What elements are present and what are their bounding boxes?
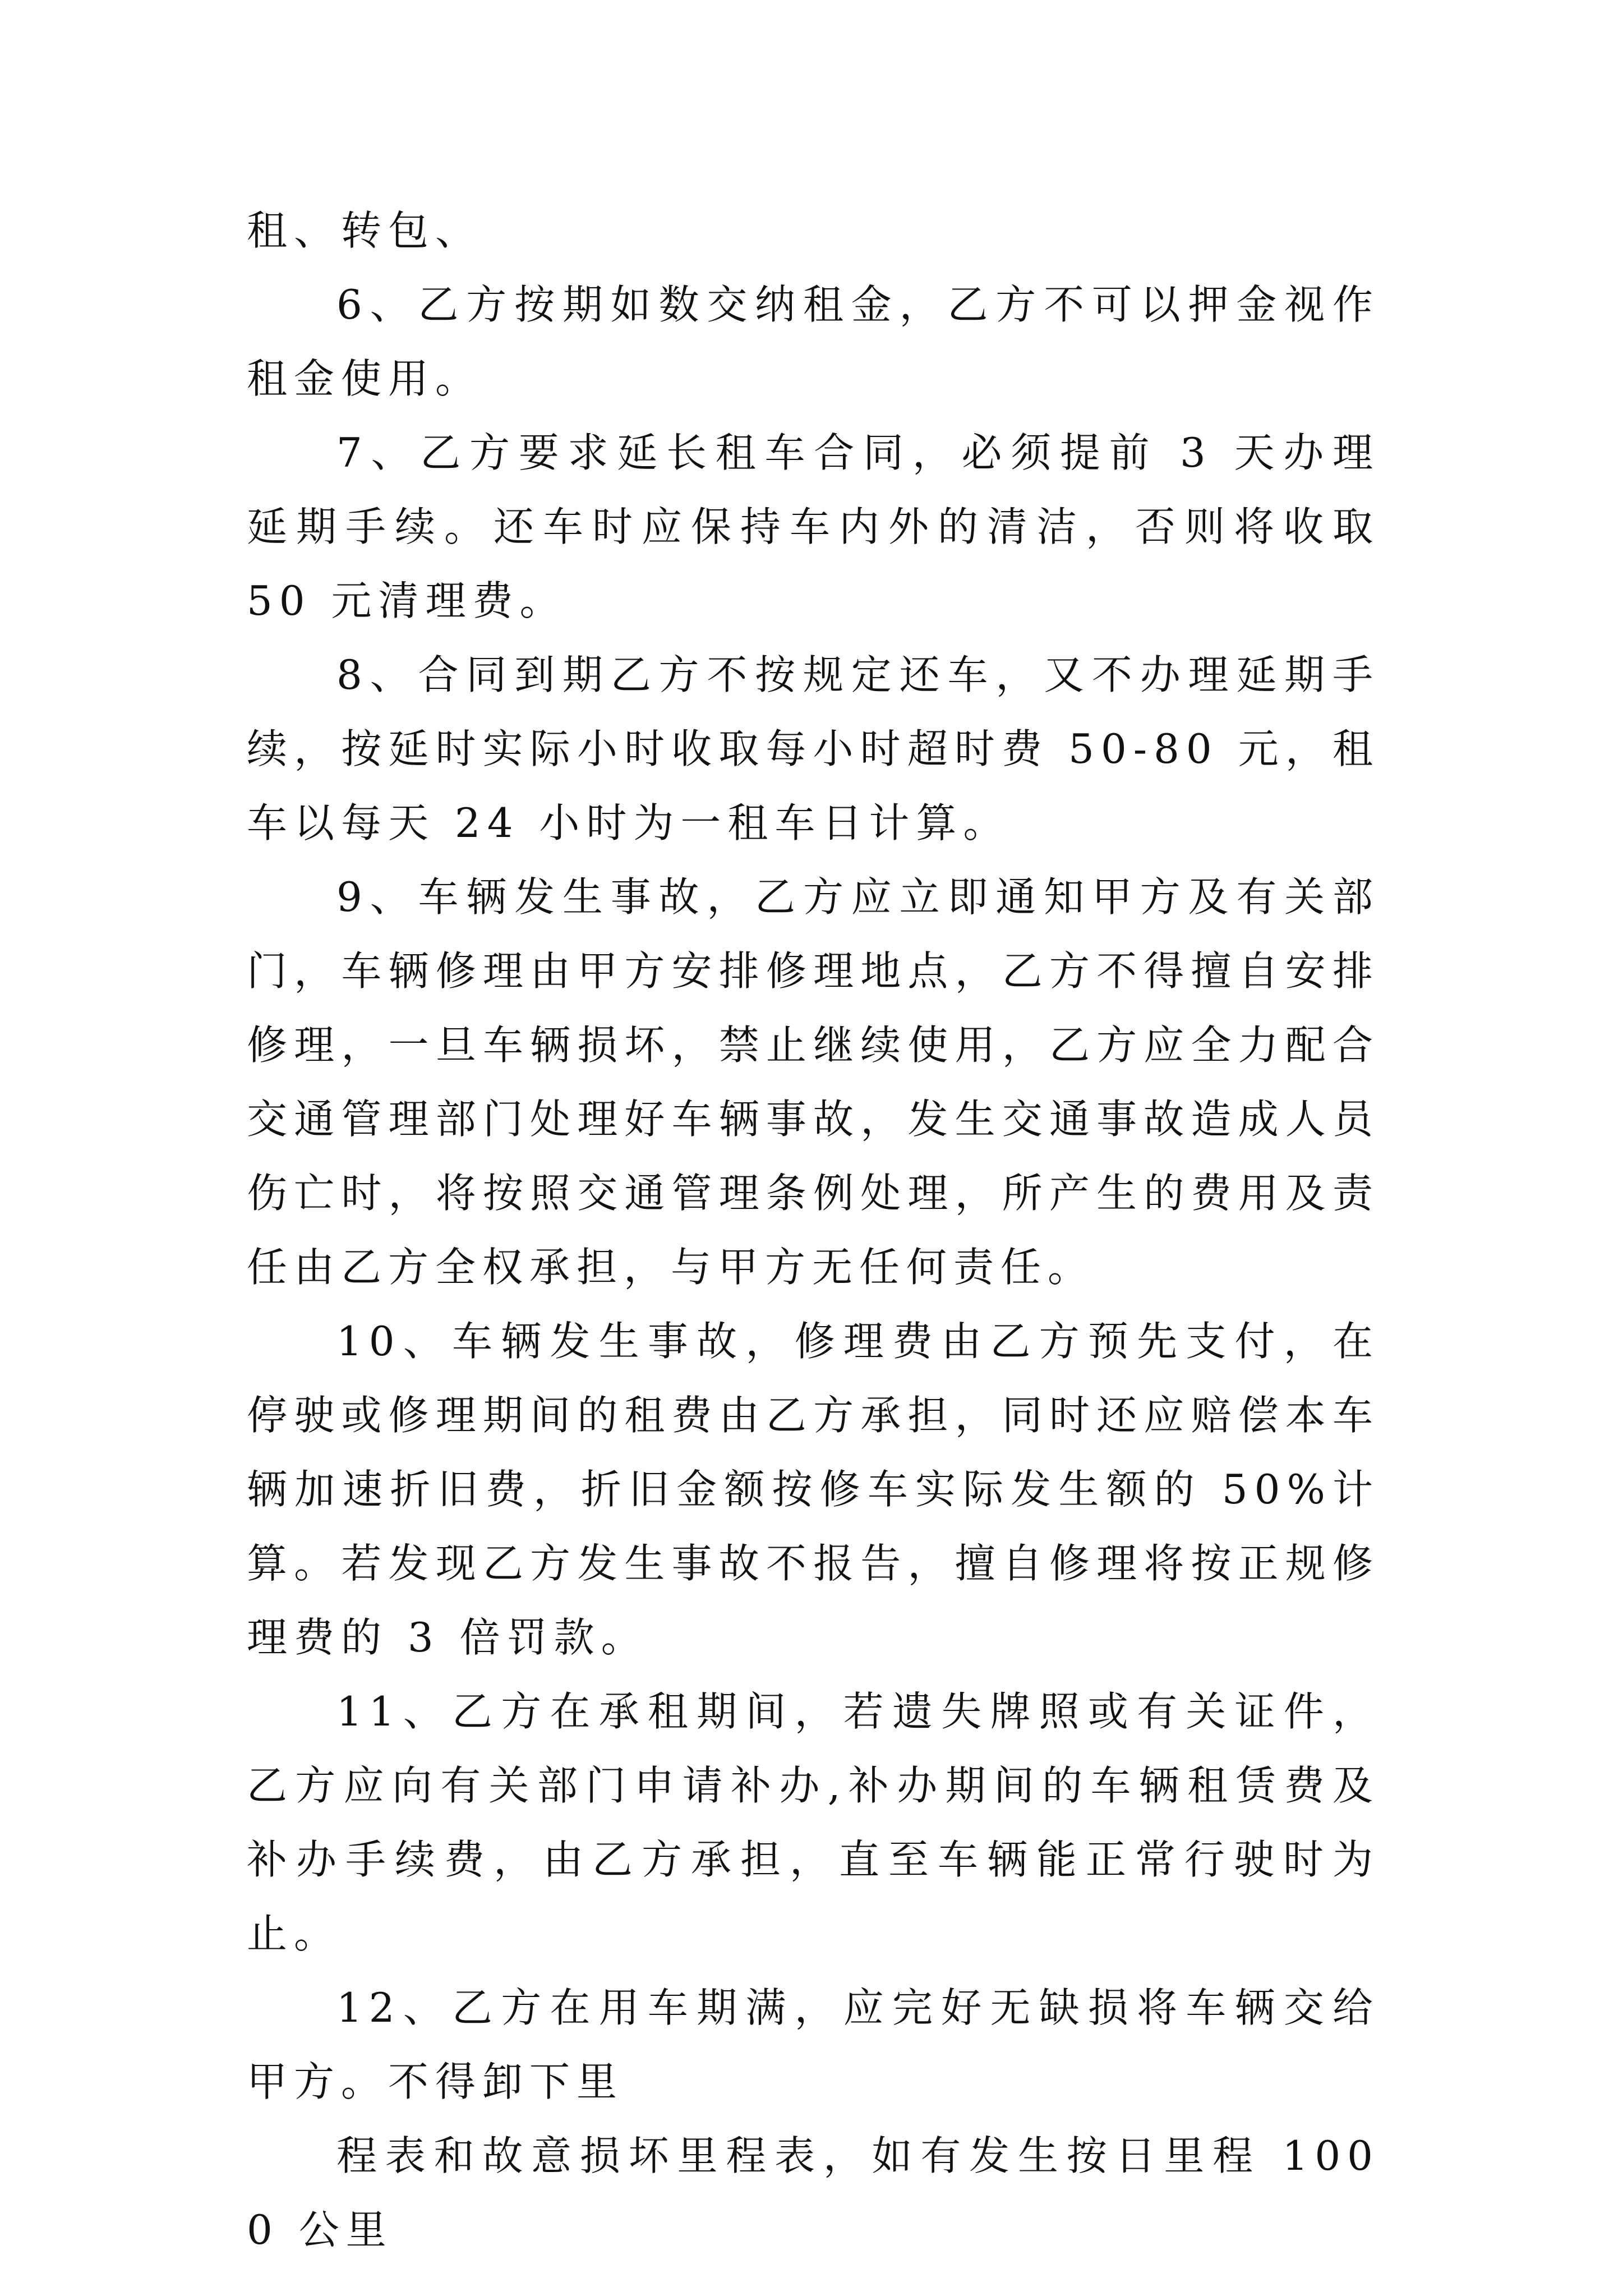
clause-10: 10、车辆发生事故，修理费由乙方预先支付，在停驶或修理期间的租费由乙方承担，同时还应赔偿本车辆加速折旧费，折旧金额按修车实际发生额的 50%计算。若发现乙方发生事故不报告，擅自修理将按正规修理费的 3 倍罚款。	[247, 1318, 1380, 1661]
clause-12: 12、乙方在用车期满，应完好无缺损将车辆交给甲方。不得卸下里	[247, 1984, 1380, 2105]
paragraph-continuation: 租、转包、	[247, 207, 483, 254]
clause-6: 6、乙方按期如数交纳租金，乙方不可以押金视作租金使用。	[247, 281, 1380, 402]
clause-12-continued: 程表和故意损坏里程表，如有发生按日里程 1000 公里	[247, 2132, 1380, 2253]
clause-8: 8、合同到期乙方不按规定还车，又不办理延期手续，按延时实际小时收取每小时超时费 50-80 元，租车以每天 24 小时为一租车日计算。	[247, 651, 1380, 846]
contract-text	[247, 194, 1380, 2267]
clause-9: 9、车辆发生事故，乙方应立即通知甲方及有关部门，车辆修理由甲方安排修理地点，乙方不得擅自安排修理，一旦车辆损坏，禁止继续使用，乙方应全力配合交通管理部门处理好车辆事故，发生交通事故造成人员伤亡时，将按照交通管理条例处理，所产生的费用及责任由乙方全权承担，与甲方无任何责任。	[247, 873, 1380, 1291]
clause-7: 7、乙方要求延长租车合同，必须提前 3 天办理延期手续。还车时应保持车内外的清洁，否则将收取 50 元清理费。	[247, 429, 1380, 624]
clause-11: 11、乙方在承租期间，若遗失牌照或有关证件，乙方应向有关部门申请补办,补办期间的车辆租赁费及补办手续费，由乙方承担，直至车辆能正常行驶时为止。	[247, 1688, 1380, 1957]
